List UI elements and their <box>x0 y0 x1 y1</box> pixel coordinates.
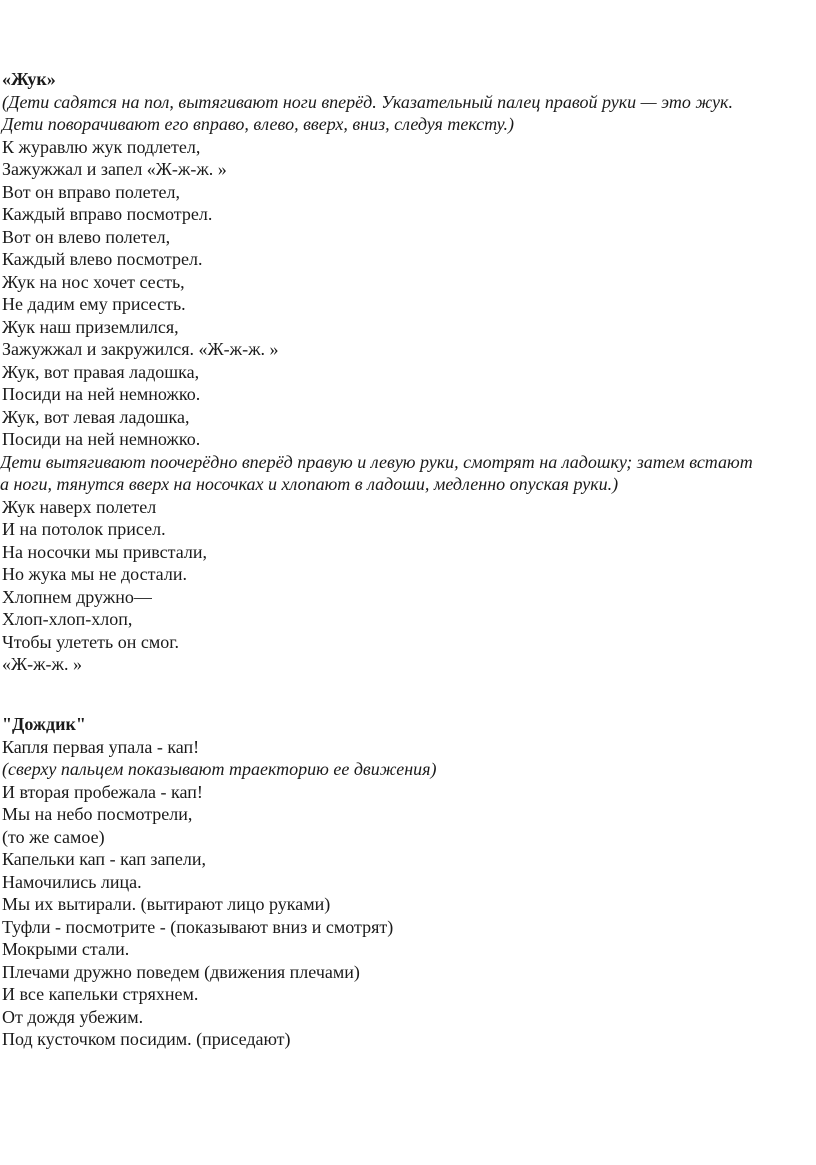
poem-lines <box>2 736 816 1051</box>
verse-line: На носочки мы привстали, <box>2 541 208 562</box>
verse-line: Жук наверх полетел <box>2 496 157 517</box>
verse-line: Жук наш приземлился, <box>2 316 179 337</box>
verse-line: Намочились лица. <box>2 871 142 892</box>
poem-dozhdik <box>2 713 816 1051</box>
stage-direction: (сверху пальцем показывают траекторию ее движения) <box>2 759 437 779</box>
verse-line: Зажужжал и закружился. «Ж-ж-ж. » <box>2 339 279 359</box>
verse-line: Но жука мы не достали. <box>2 564 187 584</box>
stage-direction: Дети поворачивают его вправо, влево, вверх, вниз, следуя тексту.) <box>2 114 514 134</box>
verse-line: И вторая пробежала - кап! <box>2 781 203 802</box>
verse-line: К журавлю жук подлетел, <box>2 136 201 157</box>
verse-line: Посиди на ней немножко. <box>2 429 201 449</box>
verse-line: И все капельки стряхнем. <box>2 984 199 1004</box>
verse-line: Плечами дружно поведем (движения плечами) <box>2 961 360 982</box>
stage-direction: а ноги, тянутся вверх на носочках и хлопают в ладоши, медленно опуская руки.) <box>0 474 619 494</box>
poem-title: «Жук» <box>2 69 56 89</box>
verse-line: Мы их вытирали. (вытирают лицо руками) <box>2 894 331 914</box>
verse-line: Вот он влево полетел, <box>2 226 171 247</box>
verse-line: И на потолок присел. <box>2 519 166 539</box>
poem-title: "Дождик" <box>2 714 86 734</box>
verse-line: Жук на нос хочет сесть, <box>2 271 185 292</box>
verse-line: Капельки кап - кап запели, <box>2 849 207 869</box>
verse-line: От дождя убежим. <box>2 1006 144 1027</box>
verse-line: Вот он вправо полетел, <box>2 181 180 202</box>
verse-line: Каждый влево посмотрел. <box>2 249 203 269</box>
verse-line: Хлоп-хлоп-хлоп, <box>2 609 133 629</box>
poem-zhuk <box>2 68 816 676</box>
stage-direction: Дети вытягивают поочерёдно вперёд правую и левую руки, смотрят на ладошку; затем встают <box>0 451 753 472</box>
verse-line: Жук, вот левая ладошка, <box>2 406 190 427</box>
verse-line: «Ж-ж-ж. » <box>2 654 82 674</box>
stage-direction: (Дети садятся на пол, вытягивают ноги вперёд. Указательный палец правой руки — это жук. <box>2 91 733 112</box>
verse-line: (то же самое) <box>2 826 105 847</box>
verse-line: Каждый вправо посмотрел. <box>2 204 213 224</box>
verse-line: Мокрыми стали. <box>2 939 130 959</box>
verse-line: Туфли - посмотрите - (показывают вниз и смотрят) <box>2 916 394 937</box>
verse-line: Жук, вот правая ладошка, <box>2 361 200 382</box>
verse-line: Не дадим ему присесть. <box>2 294 186 314</box>
verse-line: Мы на небо посмотрели, <box>2 804 193 824</box>
verse-line: Под кусточком посидим. (приседают) <box>2 1029 291 1049</box>
verse-line: Чтобы улететь он смог. <box>2 631 180 652</box>
verse-line: Посиди на ней немножко. <box>2 384 201 404</box>
verse-line: Хлопнем дружно— <box>2 586 152 607</box>
verse-line: Зажужжал и запел «Ж-ж-ж. » <box>2 159 227 179</box>
verse-line: Капля первая упала - кап! <box>2 736 200 757</box>
poem-lines <box>2 91 816 676</box>
